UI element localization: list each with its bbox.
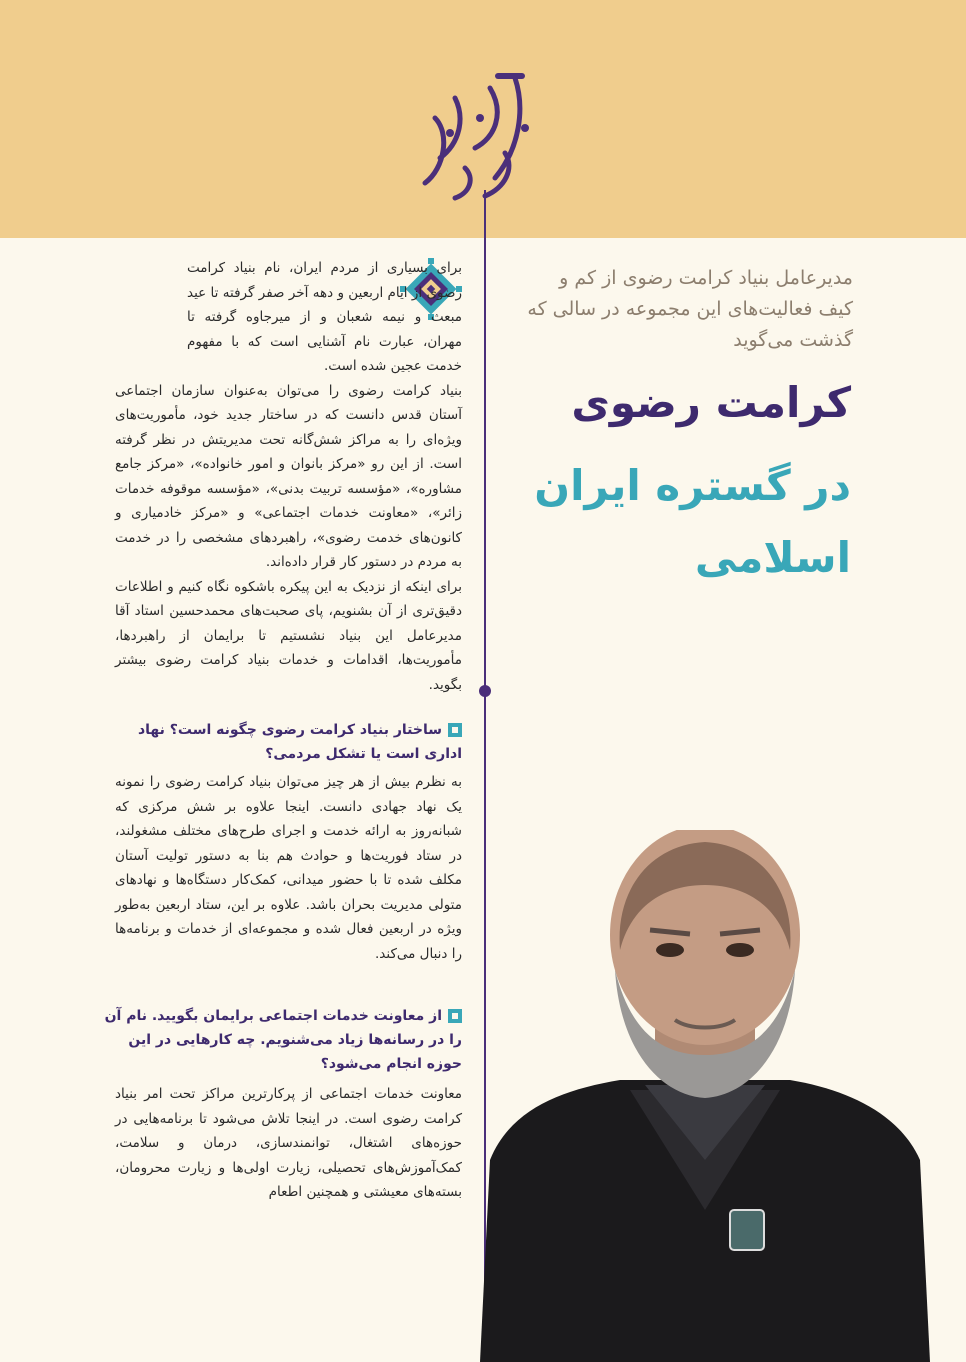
calligraphy-logo [395,58,565,208]
article-subtitle: مدیرعامل بنیاد کرامت رضوی از کم و کیف فعالیت‌های این مجموعه در سالی که گذشت می‌گوید [527,267,853,351]
question-marker-icon [448,723,462,737]
interviewee-photo [480,830,930,1362]
divider-dot [479,685,491,697]
question-2 [100,1004,462,1076]
intro-text [115,256,462,697]
question-1-text: ساختار بنیاد کرامت رضوی چگونه است؟ نهاد اداری است یا تشکل مردمی؟ [137,722,462,762]
intro-paragraph-2: بنیاد کرامت رضوی را می‌توان به‌عنوان سازمان اجتماعی آستان قدس دانست که در ساختار جدید خود، مأموریت‌های ویژه‌ای را به مراکز شش‌گانه تحت مدیریتش در نظر گرفته است. از این رو «مرکز بانوان و امور خانواده»، «مرکز جامع مشاوره»، «مؤسسه تربیت بدنی»، «مؤسسه موقوفه خدمات زائر»، «معاونت خدمات اجتماعی» و «مرکز خادمیاری و کانون‌های خدمت رضوی»، راهبردهای مشخصی را در خدمت به مردم در دستور کار قرار داده‌اند. [115,382,462,570]
calligraphy-logo-art [395,58,565,208]
question-1 [100,718,462,766]
answer-2: معاونت خدمات اجتماعی از پرکارترین مراکز تحت امر بنیاد کرامت رضوی است. در اینجا تلاش می‌شود تا برنامه‌هایی در حوزه‌های اشتغال، توانمندسازی، درمان و سلامت، کمک‌آموزش‌های تحصیلی، زیارت اولی‌ها و زیارت محرومان، بسته‌های معیشتی و همچنین اطعام [115,1086,462,1200]
article-title: کرامت رضوی [571,378,851,427]
question-marker-icon [448,1009,462,1023]
intro-paragraph-3: برای اینکه از نزدیک به این پیکره باشکوه نگاه کنیم و اطلاعات دقیق‌تری از آن بشنویم، پای صحبت‌های محمدحسین استاد آقا مدیرعامل این بنیاد نشستیم تا برایمان از راهبردها، مأموریت‌ها، اقدامات و خدمات بنیاد کرامت رضوی بیشتر بگوید. [115,578,462,693]
answer-1: به نظرم بیش از هر چیز می‌توان بنیاد کرامت رضوی را نمونه یک نهاد جهادی دانست. اینجا علاوه بر شش مرکزی که شبانه‌روز به ارائه خدمت و اجرای طرح‌های مختلف مشغولند، در ستاد فوریت‌ها و حوادث هم بنا به دستور تولیت آستان مکلف شده تا با حضور میدانی، کمک‌کار دستگاه‌ها و نهادهای متولی مدیریت بحران باشد. علاوه بر این، ستاد اربعین به‌طور ویژه در اربعین فعال شده و مجموعه‌ای از خدمات و برنامه‌ها را دنبال می‌کند. [115,774,462,962]
article-title-line2: در گستره ایران اسلامی [534,461,851,582]
question-2-text: از معاونت خدمات اجتماعی برایمان بگویید. نام آن را در رسانه‌ها زیاد می‌شنویم. چه کارهایی در این حوزه انجام می‌شود؟ [104,1008,462,1072]
intro-paragraph-1: برای بسیاری از مردم ایران، نام بنیاد کرامت رضوی از ایام اربعین و دهه آخر صفر گرفته تا عید مبعث و نیمه شعبان و از میرجاوه گرفته تا مهران، عبارت نام آشنایی است که با مفهوم خدمت عجین شده است. [187,260,462,374]
